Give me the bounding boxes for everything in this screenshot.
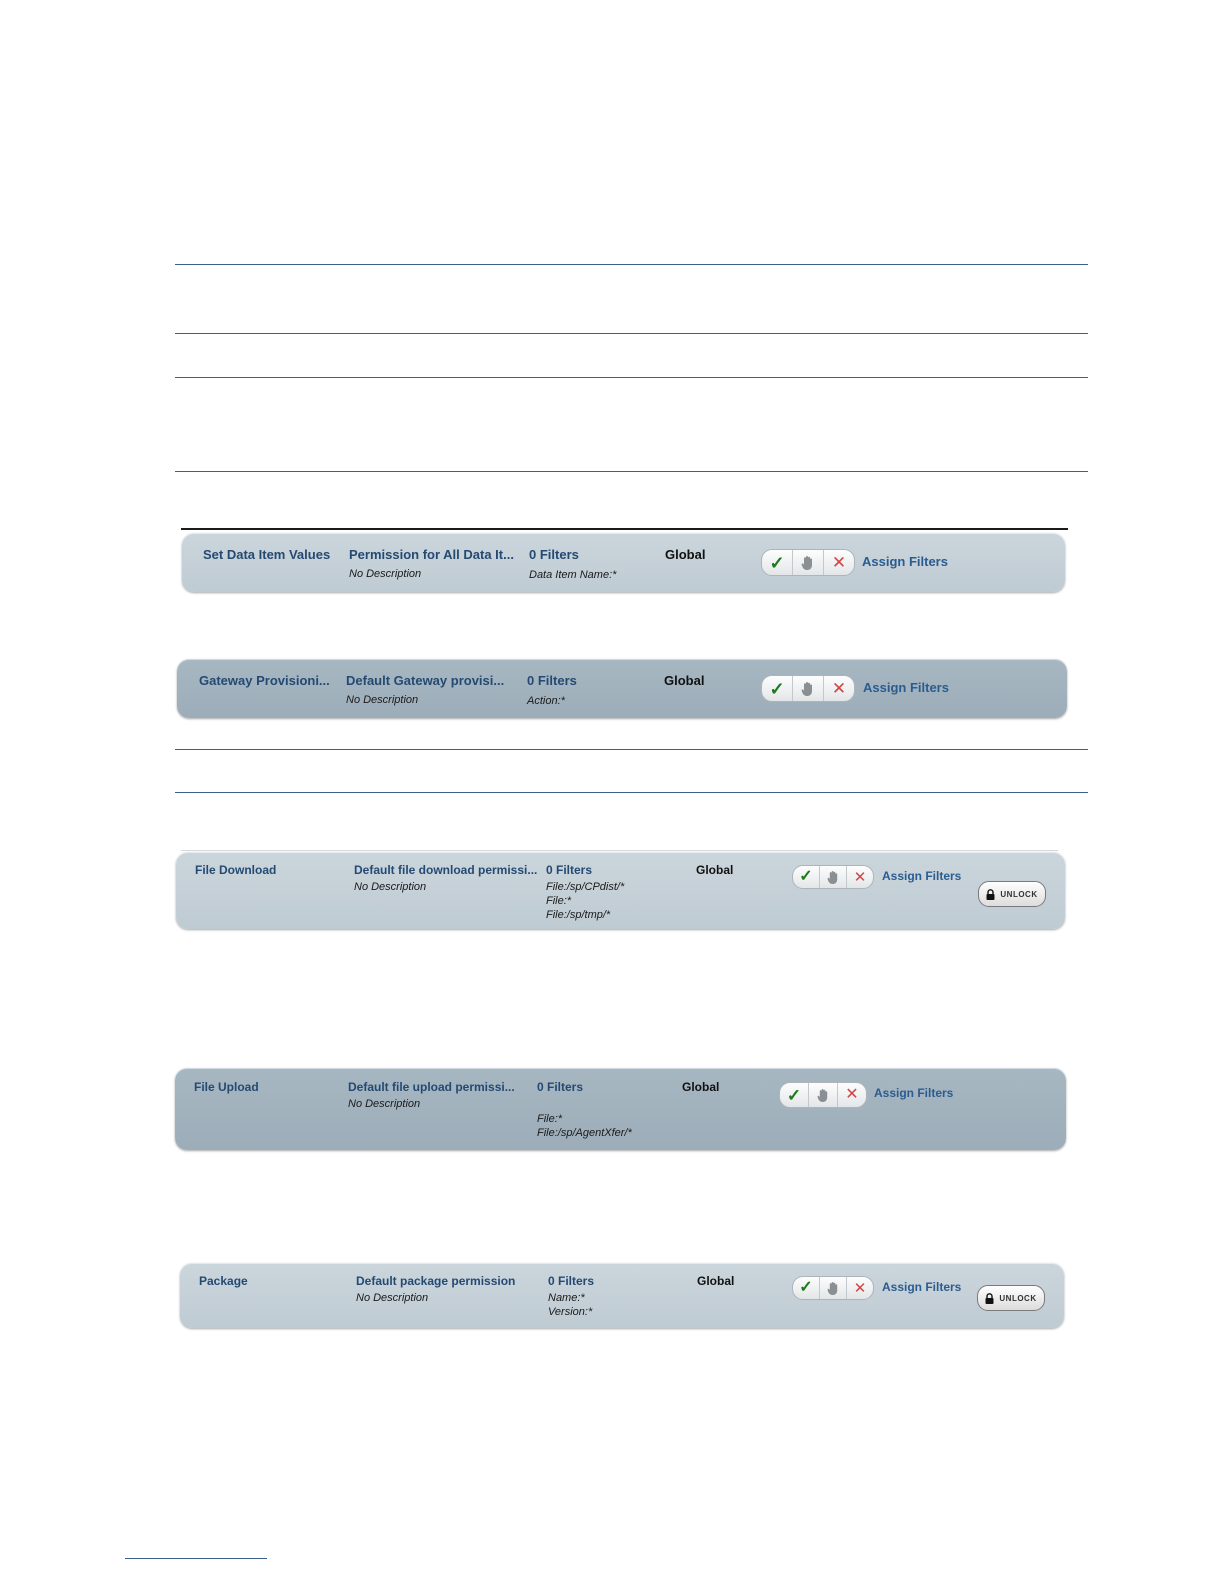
checkmark-icon[interactable]: ✓	[793, 866, 820, 888]
permission-row[interactable]	[177, 659, 1067, 718]
permission-description: No Description	[356, 1292, 429, 1304]
hand-icon[interactable]	[809, 1083, 838, 1107]
unlock-button[interactable]	[978, 881, 1046, 907]
permission-name[interactable]: Default package permission	[356, 1274, 516, 1288]
filters-count: 0 Filters	[529, 547, 579, 562]
permission-type: File Download	[195, 863, 277, 877]
assign-filters-link[interactable]: Assign Filters	[863, 680, 949, 695]
lock-icon	[986, 889, 995, 900]
section-rule	[175, 333, 1088, 334]
hand-icon[interactable]	[793, 676, 824, 701]
permission-row[interactable]	[182, 533, 1065, 592]
filters-count: 0 Filters	[527, 673, 577, 688]
assign-filters-link[interactable]: Assign Filters	[882, 1280, 962, 1294]
x-icon[interactable]: ✕	[853, 1279, 867, 1297]
filters-count: 0 Filters	[537, 1080, 584, 1094]
screenshot-edge	[181, 528, 1068, 530]
filter-entry: File:*	[546, 895, 572, 907]
permission-row[interactable]	[175, 1068, 1066, 1150]
section-rule	[175, 264, 1088, 265]
permission-row[interactable]	[180, 1263, 1064, 1328]
filter-entry: Version:*	[548, 1306, 593, 1318]
permission-type: Package	[199, 1274, 248, 1288]
permission-type: Gateway Provisioni...	[199, 673, 330, 688]
unlock-label: UNLOCK	[999, 1293, 1037, 1303]
permission-description: No Description	[348, 1098, 421, 1110]
permission-toggle-group[interactable]	[761, 675, 855, 702]
assign-filters-link[interactable]: Assign Filters	[874, 1086, 954, 1100]
permission-type: File Upload	[194, 1080, 259, 1094]
permission-toggle-group[interactable]	[761, 549, 855, 576]
scope-label: Global	[664, 673, 705, 688]
filter-entry: File:/sp/CPdist/*	[546, 881, 625, 893]
permission-description: No Description	[346, 694, 419, 706]
x-icon[interactable]: ✕	[831, 553, 847, 572]
filter-entry: Action:*	[527, 695, 565, 707]
footnote-rule	[125, 1558, 267, 1559]
unlock-label: UNLOCK	[1000, 889, 1038, 899]
filter-entry: Data Item Name:*	[529, 569, 617, 581]
unlock-button[interactable]	[977, 1285, 1045, 1311]
permission-toggle-group[interactable]	[792, 865, 874, 889]
section-rule	[175, 377, 1088, 378]
filters-count: 0 Filters	[548, 1274, 595, 1288]
screenshot-edge	[181, 850, 1058, 851]
lock-icon	[985, 1293, 994, 1304]
permission-name[interactable]: Default file download permissi...	[354, 863, 538, 877]
x-icon[interactable]: ✕	[831, 679, 847, 698]
scope-label: Global	[696, 863, 734, 877]
x-icon[interactable]: ✕	[853, 868, 867, 886]
permission-toggle-group[interactable]	[779, 1082, 867, 1108]
permission-type: Set Data Item Values	[203, 547, 331, 562]
permission-row[interactable]	[176, 852, 1065, 929]
permission-toggle-group[interactable]	[792, 1276, 874, 1300]
x-icon[interactable]: ✕	[845, 1086, 859, 1103]
filter-entry: File:/sp/AgentXfer/*	[537, 1127, 632, 1139]
filter-entry: Name:*	[548, 1292, 585, 1304]
assign-filters-link[interactable]: Assign Filters	[862, 554, 948, 569]
scope-label: Global	[665, 547, 706, 562]
filters-count: 0 Filters	[546, 863, 593, 877]
hand-icon[interactable]	[793, 550, 824, 575]
permission-name[interactable]: Default file upload permissi...	[348, 1080, 515, 1094]
filter-entry: File:*	[537, 1113, 563, 1125]
assign-filters-link[interactable]: Assign Filters	[882, 869, 962, 883]
scope-label: Global	[697, 1274, 735, 1288]
checkmark-icon[interactable]: ✓	[762, 676, 793, 701]
permission-name[interactable]: Permission for All Data It...	[349, 547, 514, 562]
checkmark-icon[interactable]: ✓	[762, 550, 793, 575]
permission-description: No Description	[349, 568, 422, 580]
checkmark-icon[interactable]: ✓	[780, 1083, 809, 1107]
filter-entry: File:/sp/tmp/*	[546, 909, 611, 921]
permission-description: No Description	[354, 881, 427, 893]
scope-label: Global	[682, 1080, 720, 1094]
section-rule	[175, 471, 1088, 472]
section-rule	[175, 792, 1088, 793]
hand-icon[interactable]	[820, 866, 847, 888]
section-rule	[175, 749, 1088, 750]
permission-name[interactable]: Default Gateway provisi...	[346, 673, 505, 688]
checkmark-icon[interactable]: ✓	[793, 1277, 820, 1299]
hand-icon[interactable]	[820, 1277, 847, 1299]
